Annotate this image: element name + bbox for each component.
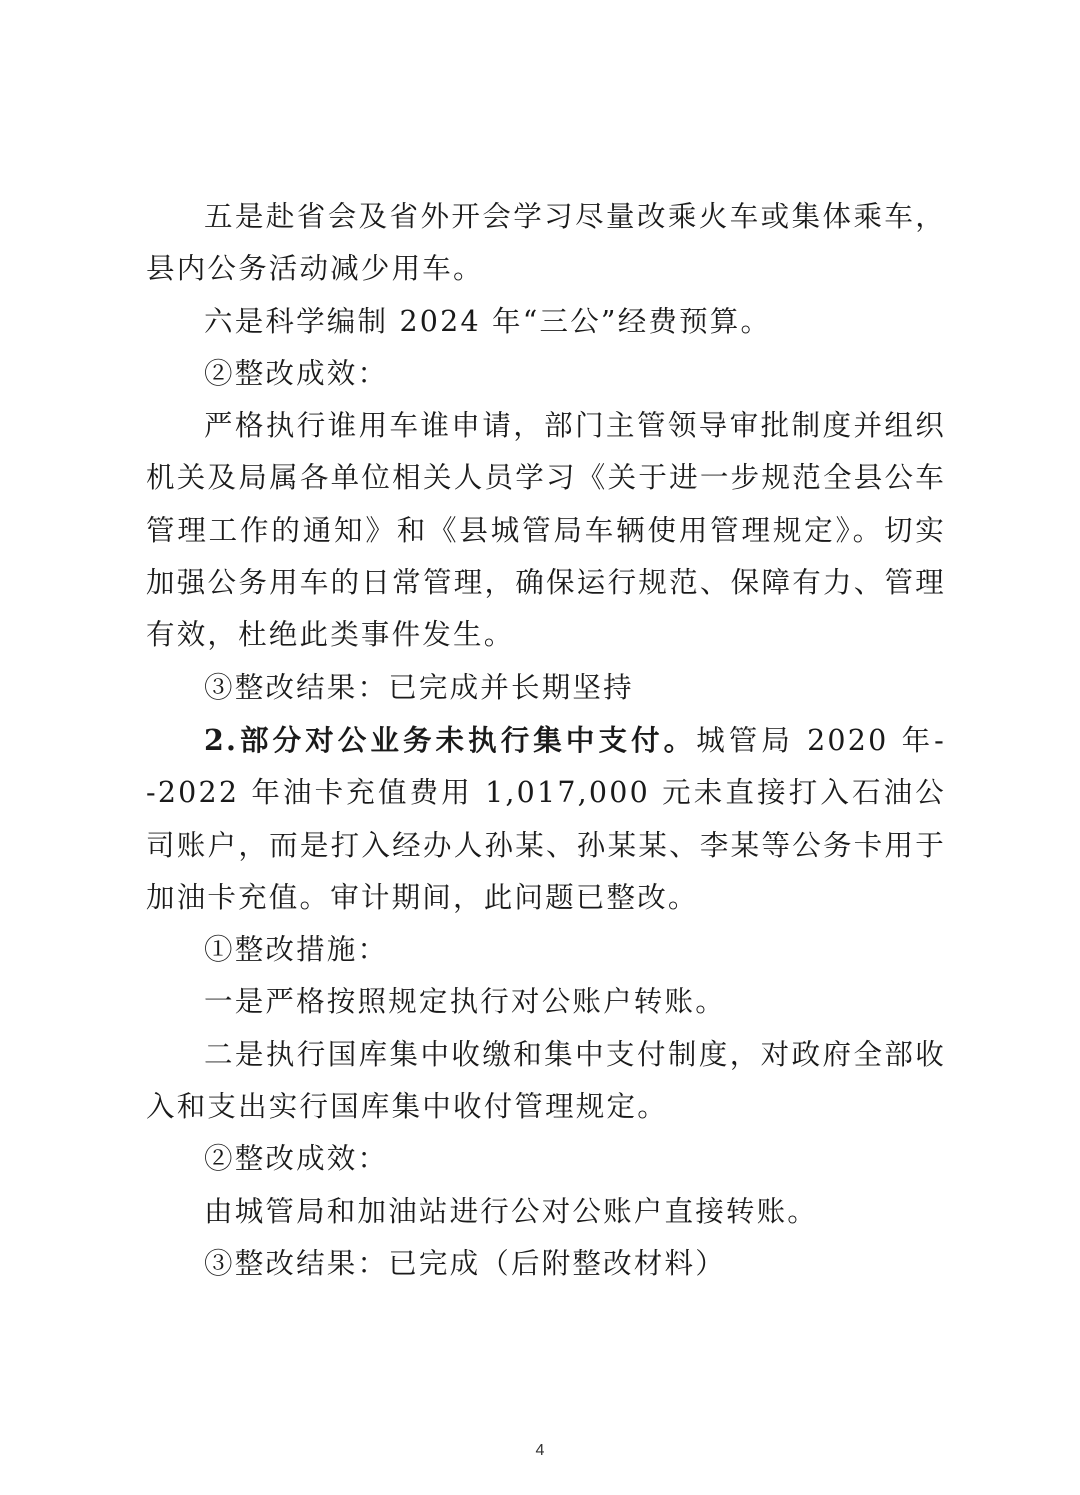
paragraph-effect-heading-2: ②整改成效： [204, 1142, 389, 1176]
paragraph-measure-1: 一是严格按照规定执行对公账户转账。 [204, 985, 726, 1019]
paragraph-measures-heading: ①整改措施： [204, 933, 389, 967]
issue-2-heading: 2.部分对公业务未执行集中支付。 [204, 722, 697, 757]
paragraph-item-5: 五是赴省会及省外开会学习尽量改乘火车或集体乘车，县内公务活动减少用车。 [146, 200, 946, 286]
paragraph-result: ③整改结果：已完成并长期坚持 [204, 670, 634, 704]
paragraph-item-6: 六是科学编制 2024 年“三公”经费预算。 [204, 304, 772, 338]
paragraph-result-2: ③整改结果：已完成（后附整改材料） [204, 1246, 726, 1280]
paragraph-effect-body: 严格执行谁用车谁申请，部门主管领导审批制度并组织机关及局属各单位相关人员学习《关于进一步规范全县公车管理工作的通知》和《县城管局车辆使用管理规定》。切实加强公务用车的日常管理，确保运行规范、保障有力、管理有效，杜绝此类事件发生。 [146, 409, 946, 652]
paragraph-effect-body-2: 由城管局和加油站进行公对公账户直接转账。 [204, 1194, 819, 1228]
document-body [146, 191, 946, 1290]
page-number: 4 [535, 1442, 545, 1459]
paragraph-measure-2: 二是执行国库集中收缴和集中支付制度，对政府全部收入和支出实行国库集中收付管理规定。 [146, 1037, 946, 1124]
issue-2-body: 城管局 2020 年--2022 年油卡充值费用 1,017,000 元未直接打入石油公司账户，而是打入经办人孙某、孙某某、李某等公务卡用于加油卡充值。审计期间，此问题已整改。 [146, 723, 946, 914]
paragraph-issue-2 [146, 714, 946, 924]
paragraph-effect-heading: ②整改成效： [204, 356, 389, 390]
